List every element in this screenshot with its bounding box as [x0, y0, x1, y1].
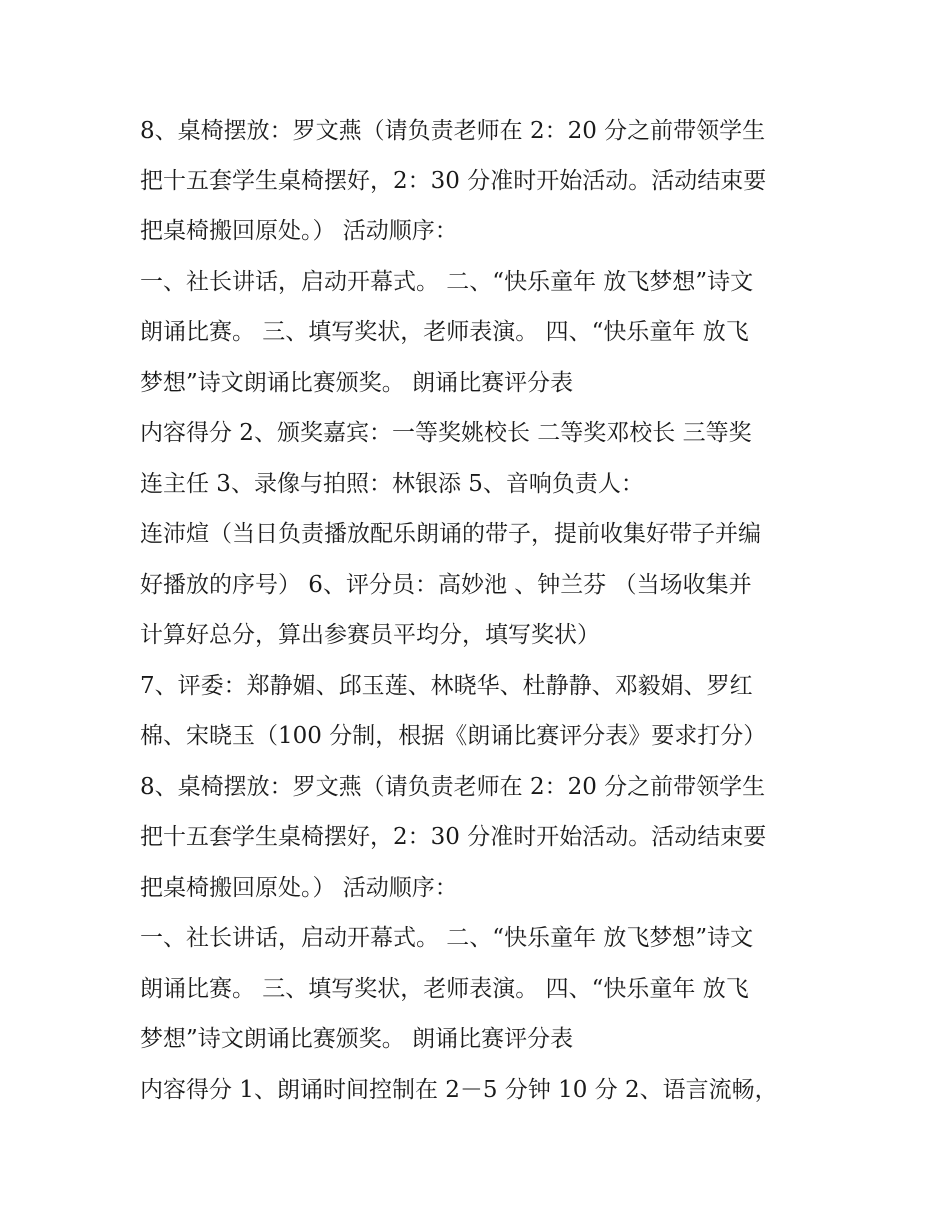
text-line: 朗诵比赛。 三、填写奖状，老师表演。 四、“快乐童年 放飞 [140, 319, 749, 345]
text-line: 8、桌椅摆放：罗文燕（请负责老师在 2：20 分之前带领学生 [140, 774, 766, 800]
text-line: 把桌椅搬回原处。） 活动顺序： [140, 218, 458, 244]
text-line: 一、社长讲话，启动开幕式。 二、“快乐童年 放飞梦想”诗文 [140, 925, 754, 951]
text-line: 8、桌椅摆放：罗文燕（请负责老师在 2：20 分之前带领学生 [140, 118, 766, 144]
text-line: 一、社长讲话，启动开幕式。 二、“快乐童年 放飞梦想”诗文 [140, 269, 754, 295]
text-line: 棉、宋晓玉（100 分制，根据《朗诵比赛评分表》要求打分） [140, 723, 767, 749]
text-line: 梦想”诗文朗诵比赛颁奖。 朗诵比赛评分表 [140, 1026, 574, 1052]
text-line: 把十五套学生桌椅摆好，2：30 分准时开始活动。活动结束要 [140, 824, 767, 850]
text-line: 连沛煊（当日负责播放配乐朗诵的带子，提前收集好带子并编 [140, 521, 761, 547]
text-line: 把十五套学生桌椅摆好，2：30 分准时开始活动。活动结束要 [140, 168, 767, 194]
text-line: 内容得分 1、朗诵时间控制在 2－5 分钟 10 分 2、语言流畅， [140, 1077, 778, 1103]
text-line: 计算好总分，算出参赛员平均分，填写奖状） [140, 622, 600, 648]
text-line: 7、评委：郑静媚、邱玉莲、林晓华、杜静静、邓毅娟、罗红 [140, 673, 753, 699]
text-line: 朗诵比赛。 三、填写奖状，老师表演。 四、“快乐童年 放飞 [140, 976, 749, 1002]
text-line: 把桌椅搬回原处。） 活动顺序： [140, 875, 458, 901]
text-line: 内容得分 2、颁奖嘉宾：一等奖姚校长 二等奖邓校长 三等奖 [140, 420, 752, 446]
text-line: 梦想”诗文朗诵比赛颁奖。 朗诵比赛评分表 [140, 370, 574, 396]
text-line: 好播放的序号） 6、评分员：高妙池 、钟兰芬 （当场收集并 [140, 572, 752, 598]
text-line: 连主任 3、录像与拍照：林银添 5、音响负责人： [140, 471, 644, 497]
